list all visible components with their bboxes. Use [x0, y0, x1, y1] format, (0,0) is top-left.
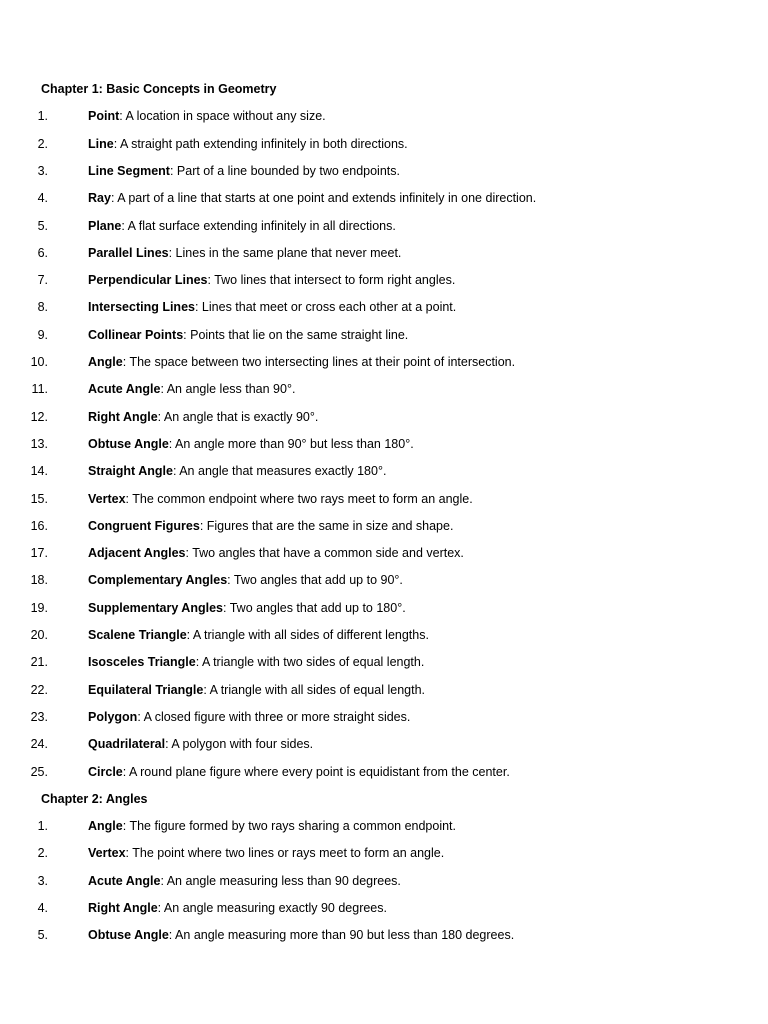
- list-item-text: [88, 709, 410, 725]
- list-item-text: [88, 136, 408, 152]
- list-item-text: [88, 873, 401, 889]
- definition: : A round plane figure where every point is equidistant from the center.: [122, 764, 510, 779]
- term: Right Angle: [88, 409, 158, 424]
- list-item-number: 17.: [30, 546, 48, 561]
- definition: : Figures that are the same in size and shape.: [199, 518, 454, 533]
- definition: : An angle measuring more than 90 but less than 180 degrees.: [168, 928, 515, 943]
- definition: : The figure formed by two rays sharing a common endpoint.: [122, 819, 457, 834]
- list-item-number: 10.: [30, 355, 48, 369]
- list-item-text: [88, 327, 408, 343]
- list-item-number: 2.: [37, 136, 48, 151]
- list-item-number: 6.: [37, 245, 48, 260]
- definition: : A straight path extending infinitely in both directions.: [113, 136, 408, 151]
- term: Point: [88, 109, 120, 124]
- term: Equilateral Triangle: [88, 682, 204, 697]
- list-item-text: [88, 600, 406, 616]
- term: Complementary Angles: [88, 573, 228, 588]
- term: Circle: [88, 764, 123, 779]
- list-item-number: 5.: [37, 218, 48, 233]
- list-item-number: 12.: [30, 409, 48, 424]
- list-item-number: 5.: [37, 928, 48, 943]
- term: Intersecting Lines: [88, 300, 195, 315]
- list-item-number: 15.: [30, 491, 48, 506]
- term: Collinear Points: [88, 327, 184, 342]
- term: Adjacent Angles: [88, 546, 186, 561]
- definition: : An angle less than 90°.: [160, 382, 296, 397]
- definition: : Lines that meet or cross each other at a point.: [194, 300, 457, 315]
- term: Perpendicular Lines: [88, 273, 208, 288]
- term: Angle: [88, 355, 123, 369]
- definition: : An angle that measures exactly 180°.: [172, 464, 387, 479]
- list-item-text: [88, 272, 455, 288]
- list-item-number: 1.: [37, 109, 48, 124]
- chapter-heading: Chapter 1: Basic Concepts in Geometry: [41, 82, 277, 96]
- term: Acute Angle: [88, 873, 161, 888]
- list-item-text: [88, 818, 456, 834]
- list-item-number: 21.: [30, 655, 48, 670]
- definition: : Lines in the same plane that never meet.: [168, 245, 402, 260]
- list-item-text: [88, 736, 313, 752]
- list-item-number: 7.: [37, 273, 48, 288]
- chapter-heading: Chapter 2: Angles: [41, 791, 148, 806]
- term: Ray: [88, 191, 111, 206]
- term: Vertex: [88, 846, 126, 861]
- term: Line Segment: [88, 163, 170, 178]
- term: Straight Angle: [88, 464, 173, 479]
- list-item-number: 22.: [30, 682, 48, 697]
- definition: : An angle measuring exactly 90 degrees.: [157, 901, 387, 915]
- term: Vertex: [88, 491, 126, 506]
- term: Right Angle: [88, 901, 158, 915]
- term: Quadrilateral: [88, 737, 166, 752]
- list-item-number: 3.: [37, 163, 48, 178]
- list-item-text: [88, 627, 429, 643]
- definition: : Two angles that add up to 90°.: [227, 573, 403, 588]
- definition: : The point where two lines or rays meet to form an angle.: [125, 846, 445, 861]
- list-item-text: [88, 299, 456, 315]
- list-item-text: [88, 572, 403, 588]
- definition: : An angle measuring less than 90 degrees.: [160, 873, 401, 888]
- list-item-text: [88, 545, 464, 561]
- definition: : Two angles that have a common side and vertex.: [185, 546, 464, 561]
- list-item-number: 3.: [37, 873, 48, 888]
- list-item-number: 4.: [37, 191, 48, 206]
- list-item-text: [88, 900, 387, 916]
- list-item-number: 20.: [30, 628, 48, 642]
- list-item-number: 2.: [37, 846, 48, 861]
- list-item-text: [88, 927, 514, 943]
- list-item-text: [88, 845, 444, 861]
- definition: : A closed figure with three or more straight sides.: [137, 709, 411, 724]
- list-item-number: 9.: [37, 327, 48, 342]
- list-item-text: [88, 409, 318, 425]
- definition: : A flat surface extending infinitely in all directions.: [121, 218, 396, 233]
- definition: : A polygon with four sides.: [165, 737, 314, 752]
- list-item-text: [88, 354, 515, 370]
- list-item-text: [88, 218, 396, 234]
- list-item-text: [88, 381, 295, 397]
- term: Angle: [88, 819, 123, 834]
- list-item-number: 18.: [30, 573, 48, 588]
- term: Acute Angle: [88, 382, 161, 397]
- list-item-number: 4.: [37, 901, 48, 915]
- definition: : Two lines that intersect to form right angles.: [207, 273, 456, 288]
- list-item-text: [88, 491, 473, 507]
- list-item-text: [88, 190, 536, 206]
- term: Scalene Triangle: [88, 628, 187, 642]
- list-item-text: [88, 436, 414, 452]
- definition: : Part of a line bounded by two endpoints.: [169, 163, 400, 178]
- list-item-number: 24.: [30, 737, 48, 752]
- definition: : A triangle with all sides of equal length.: [203, 682, 425, 697]
- definition: : A location in space without any size.: [119, 109, 326, 124]
- list-item-text: [88, 463, 386, 479]
- list-item-text: [88, 764, 510, 780]
- list-item-number: 23.: [30, 709, 48, 724]
- term: Isosceles Triangle: [88, 655, 196, 670]
- list-item-number: 14.: [30, 464, 48, 479]
- list-item-text: [88, 108, 326, 124]
- definition: : An angle more than 90° but less than 180°.: [168, 436, 414, 451]
- list-item-number: 16.: [30, 518, 48, 533]
- list-item-text: [88, 654, 424, 670]
- list-item-number: 11.: [31, 382, 48, 397]
- list-item-number: 25.: [30, 764, 48, 779]
- definition: : Points that lie on the same straight line.: [183, 327, 409, 342]
- term: Obtuse Angle: [88, 436, 169, 451]
- definition: : An angle that is exactly 90°.: [157, 409, 319, 424]
- term: Congruent Figures: [88, 518, 200, 533]
- list-item-number: 8.: [37, 300, 48, 315]
- list-item-text: [88, 245, 401, 261]
- term: Supplementary Angles: [88, 600, 223, 615]
- list-item-number: 1.: [37, 819, 48, 834]
- term: Polygon: [88, 709, 138, 724]
- definition: : A triangle with all sides of different lengths.: [186, 628, 429, 642]
- definition: : Two angles that add up to 180°.: [223, 600, 406, 615]
- term: Obtuse Angle: [88, 928, 169, 943]
- definition: : The space between two intersecting lines at their point of intersection.: [122, 355, 516, 369]
- list-item-text: [88, 518, 453, 534]
- list-item-text: [88, 163, 400, 179]
- definition: : The common endpoint where two rays meet to form an angle.: [125, 491, 473, 506]
- definition: : A triangle with two sides of equal length.: [195, 655, 425, 670]
- definition: : A part of a line that starts at one point and extends infinitely in one direction.: [110, 191, 537, 206]
- term: Parallel Lines: [88, 245, 169, 260]
- term: Line: [88, 136, 114, 151]
- list-item-number: 13.: [30, 436, 48, 451]
- list-item-text: [88, 682, 425, 698]
- list-item-number: 19.: [30, 600, 48, 615]
- term: Plane: [88, 218, 122, 233]
